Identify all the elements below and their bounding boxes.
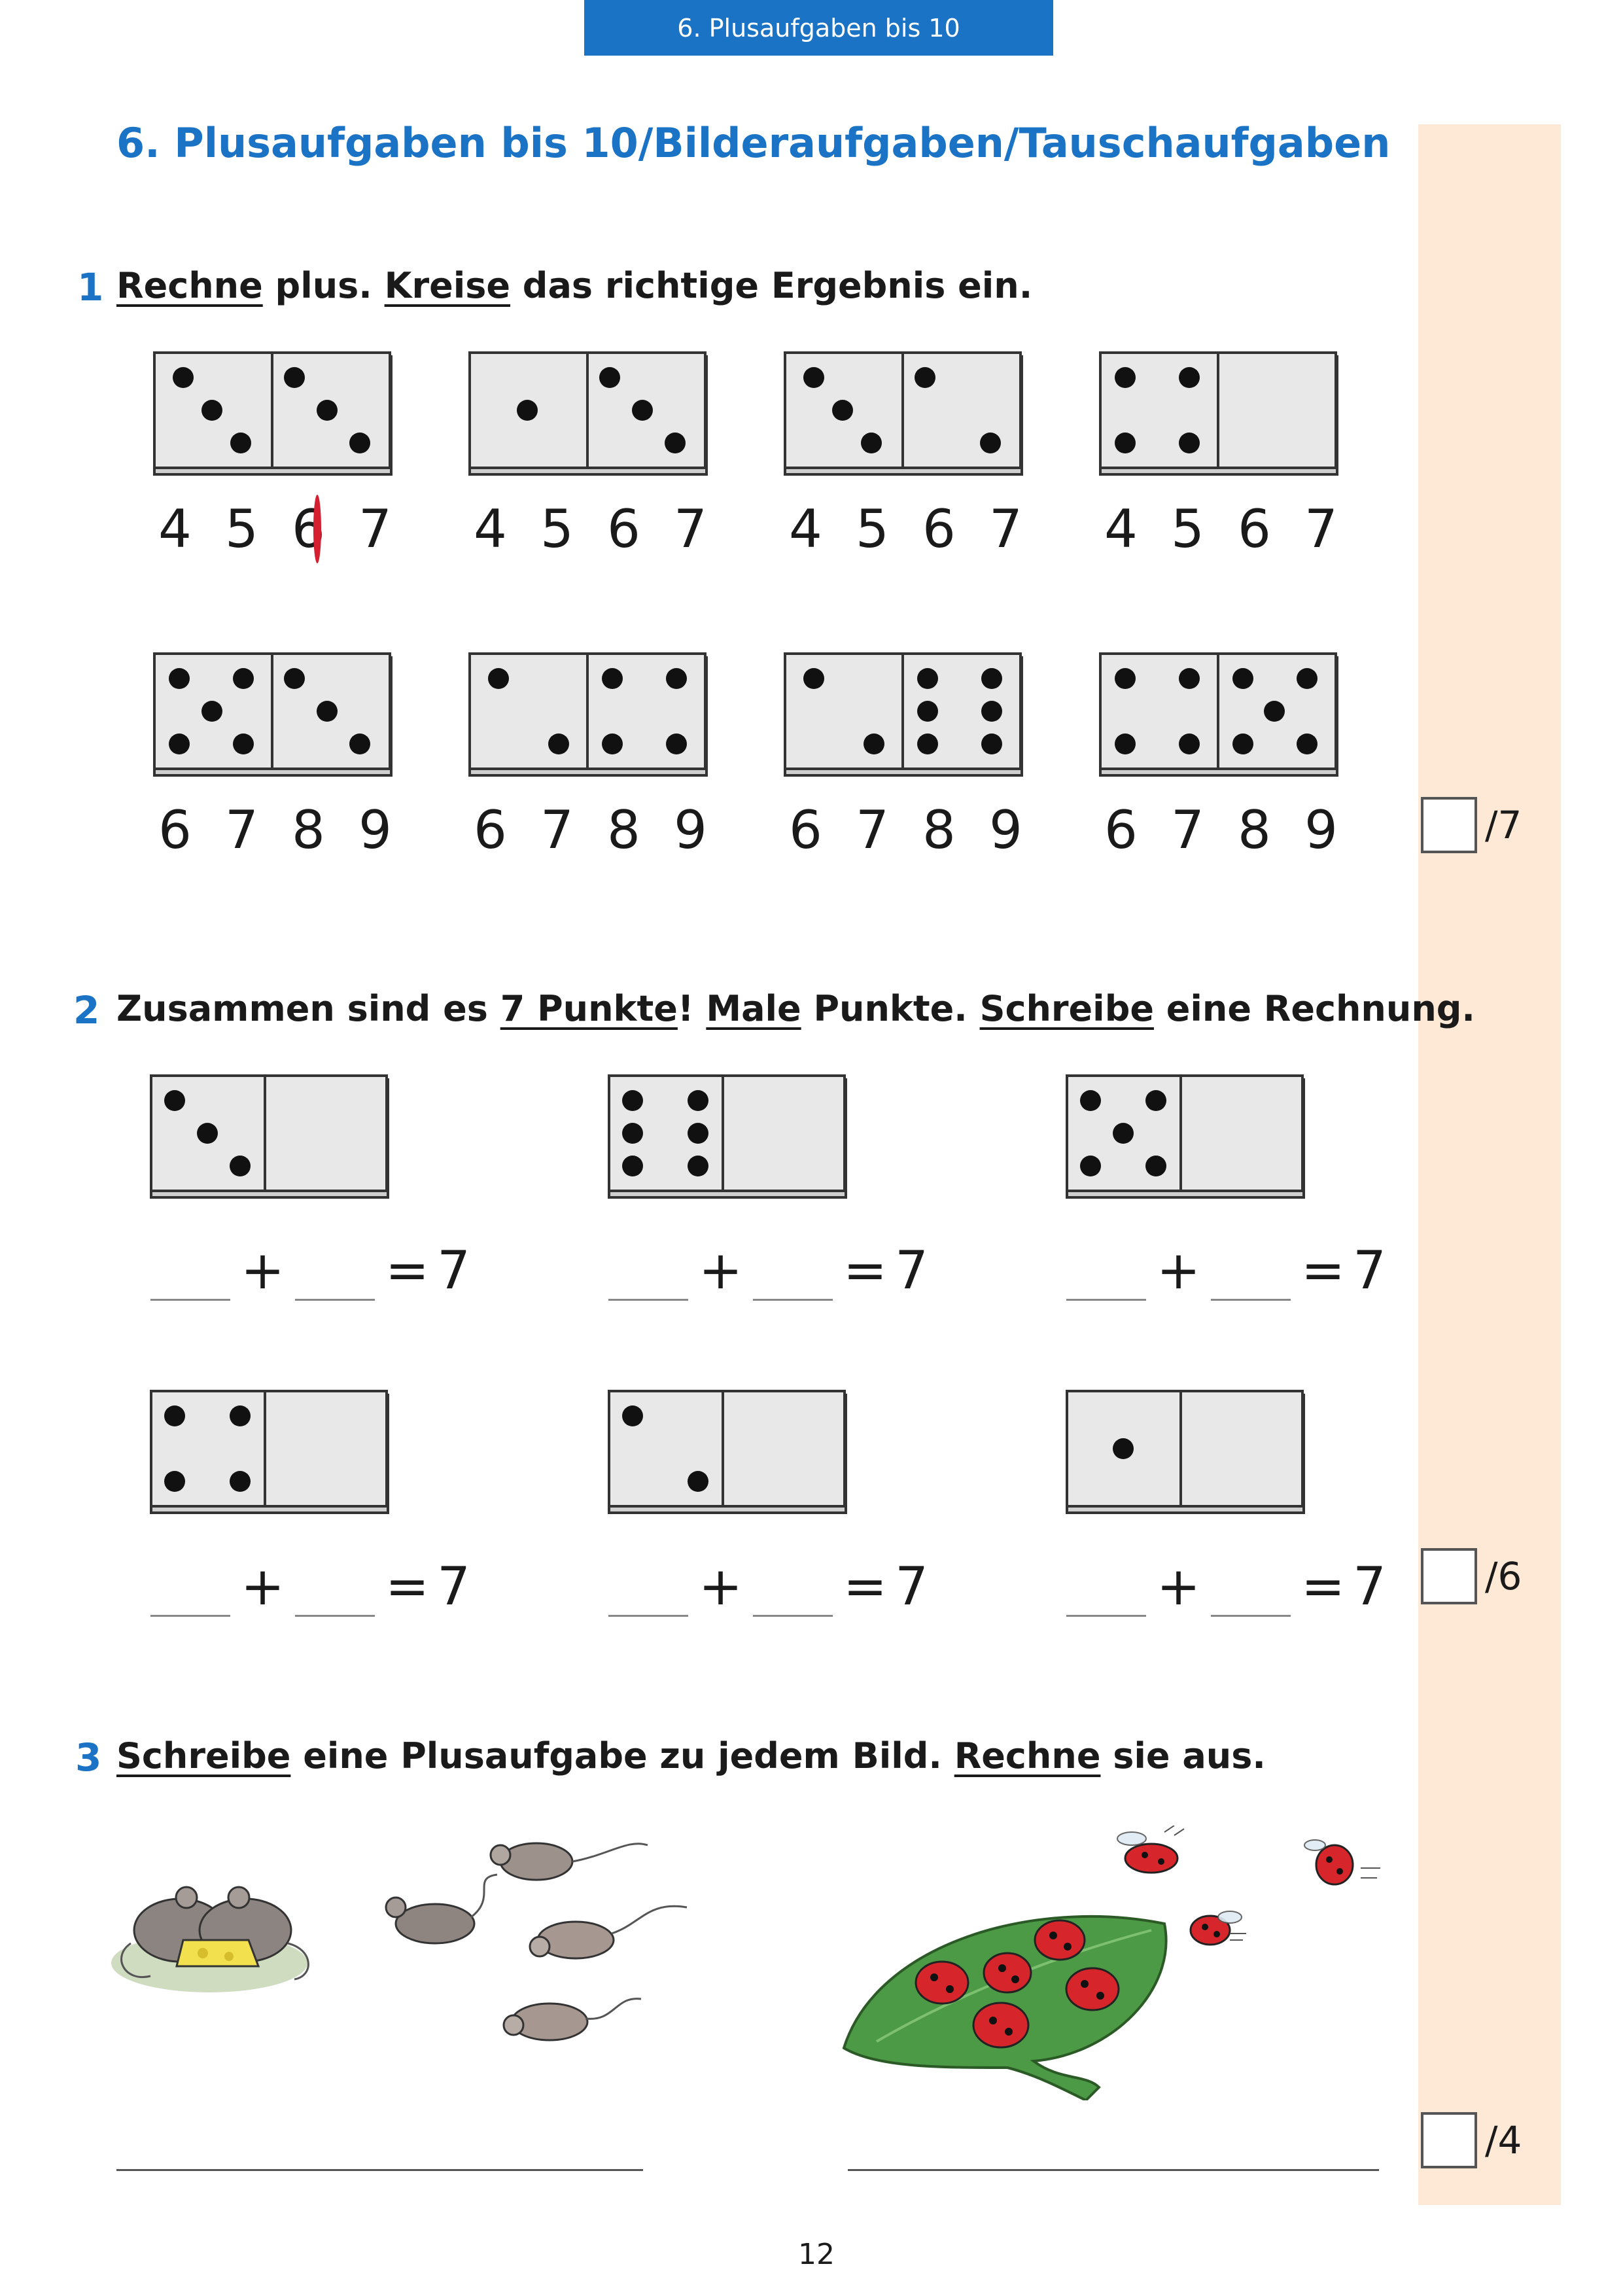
- domino-1-4: [1098, 350, 1341, 478]
- domino-2-2: [467, 651, 710, 779]
- options-1-2: [474, 499, 741, 559]
- option[interactable]: 6: [474, 800, 507, 860]
- option[interactable]: 5: [225, 499, 258, 559]
- option[interactable]: 6: [789, 800, 822, 860]
- option[interactable]: 8: [292, 800, 325, 860]
- task-3-number: 3: [75, 1735, 102, 1780]
- domino-2-4: [1098, 651, 1341, 779]
- domino-1-1: [152, 350, 395, 478]
- task-3-instruction: Schreibe eine Plusaufgabe zu jedem Bild. Rechne sie aus.: [116, 1735, 1266, 1776]
- score-task-1: [1421, 797, 1522, 853]
- option[interactable]: 7: [540, 800, 574, 860]
- answer-blank[interactable]: [150, 1569, 230, 1617]
- answer-blank[interactable]: [1066, 1569, 1146, 1617]
- ladybugs-illustration: [837, 1826, 1400, 2100]
- answer-blank[interactable]: [150, 1253, 230, 1301]
- option[interactable]: 8: [607, 800, 640, 860]
- option[interactable]: 9: [674, 800, 707, 860]
- option[interactable]: 8: [1238, 800, 1271, 860]
- answer-blank[interactable]: [608, 1569, 688, 1617]
- domino-t2-4[interactable]: [148, 1388, 392, 1516]
- option[interactable]: 4: [158, 499, 192, 559]
- option[interactable]: 7: [856, 800, 889, 860]
- domino-2-3: [782, 651, 1026, 779]
- mice-illustration: [105, 1826, 707, 2061]
- equation-t2-5: + = 7: [602, 1556, 932, 1617]
- task-1-number: 1: [77, 265, 104, 309]
- score-label: /4: [1485, 2118, 1522, 2163]
- score-sidebar: [1418, 124, 1561, 2205]
- answer-circle: [313, 495, 321, 563]
- options-1-1: [158, 499, 425, 559]
- page-number: 12: [798, 2238, 835, 2271]
- page-title: 6. Plusaufgaben bis 10/Bilderaufgaben/Tauschaufgaben: [116, 119, 1391, 167]
- domino-t2-5[interactable]: [606, 1388, 850, 1516]
- option[interactable]: 5: [856, 499, 889, 559]
- option[interactable]: 6: [607, 499, 640, 559]
- answer-blank[interactable]: [295, 1253, 375, 1301]
- score-label: /6: [1485, 1554, 1522, 1598]
- equation-t2-1: + = 7: [144, 1240, 474, 1301]
- score-box[interactable]: [1421, 2112, 1477, 2168]
- option[interactable]: 5: [540, 499, 574, 559]
- option[interactable]: 6: [1104, 800, 1138, 860]
- options-1-3: [789, 499, 1056, 559]
- equation-t2-2: + = 7: [602, 1240, 932, 1301]
- task-1-instruction: Rechne plus. Kreise das richtige Ergebnis ein.: [116, 265, 1033, 306]
- option[interactable]: 7: [1171, 800, 1204, 860]
- option[interactable]: 6: [158, 800, 192, 860]
- score-box[interactable]: [1421, 1548, 1477, 1604]
- equation-t2-4: + = 7: [144, 1556, 474, 1617]
- header-tab: 6. Plusaufgaben bis 10: [584, 0, 1053, 56]
- equation-t2-6: + = 7: [1060, 1556, 1390, 1617]
- option[interactable]: 9: [989, 800, 1022, 860]
- option[interactable]: 7: [989, 499, 1022, 559]
- option[interactable]: 4: [1104, 499, 1138, 559]
- option[interactable]: 4: [789, 499, 822, 559]
- option[interactable]: 4: [474, 499, 507, 559]
- option[interactable]: 6: [922, 499, 956, 559]
- answer-blank[interactable]: [753, 1253, 833, 1301]
- option[interactable]: 7: [358, 499, 392, 559]
- domino-t2-6[interactable]: [1064, 1388, 1308, 1516]
- task-2-instruction: Zusammen sind es 7 Punkte! Male Punkte. Schreibe eine Rechnung.: [116, 988, 1475, 1029]
- options-2-2: [474, 800, 741, 860]
- domino-1-3: [782, 350, 1026, 478]
- options-2-1: [158, 800, 425, 860]
- answer-blank[interactable]: [608, 1253, 688, 1301]
- option[interactable]: 7: [225, 800, 258, 860]
- score-task-3: [1421, 2112, 1522, 2168]
- options-2-4: [1104, 800, 1371, 860]
- option[interactable]: 6: [1238, 499, 1271, 559]
- option[interactable]: 8: [922, 800, 956, 860]
- option[interactable]: 5: [1171, 499, 1204, 559]
- option[interactable]: 7: [1304, 499, 1338, 559]
- task-2-number: 2: [73, 988, 100, 1033]
- options-1-4: [1104, 499, 1371, 559]
- score-task-2: [1421, 1548, 1522, 1604]
- answer-blank[interactable]: [1211, 1569, 1291, 1617]
- domino-1-2: [467, 350, 710, 478]
- option[interactable]: 9: [358, 800, 392, 860]
- score-box[interactable]: [1421, 797, 1477, 853]
- option[interactable]: 9: [1304, 800, 1338, 860]
- equation-t2-3: + = 7: [1060, 1240, 1390, 1301]
- option[interactable]: 6: [292, 499, 358, 559]
- answer-blank[interactable]: [295, 1569, 375, 1617]
- domino-t2-2[interactable]: [606, 1073, 850, 1201]
- domino-t2-3[interactable]: [1064, 1073, 1308, 1201]
- answer-blank[interactable]: [753, 1569, 833, 1617]
- domino-t2-1[interactable]: [148, 1073, 392, 1201]
- answer-blank[interactable]: [1211, 1253, 1291, 1301]
- score-label: /7: [1485, 803, 1522, 847]
- answer-line-ladybugs[interactable]: [848, 2169, 1379, 2171]
- answer-line-mice[interactable]: [116, 2169, 643, 2171]
- answer-blank[interactable]: [1066, 1253, 1146, 1301]
- option[interactable]: 7: [674, 499, 707, 559]
- domino-2-1: [152, 651, 395, 779]
- options-2-3: [789, 800, 1056, 860]
